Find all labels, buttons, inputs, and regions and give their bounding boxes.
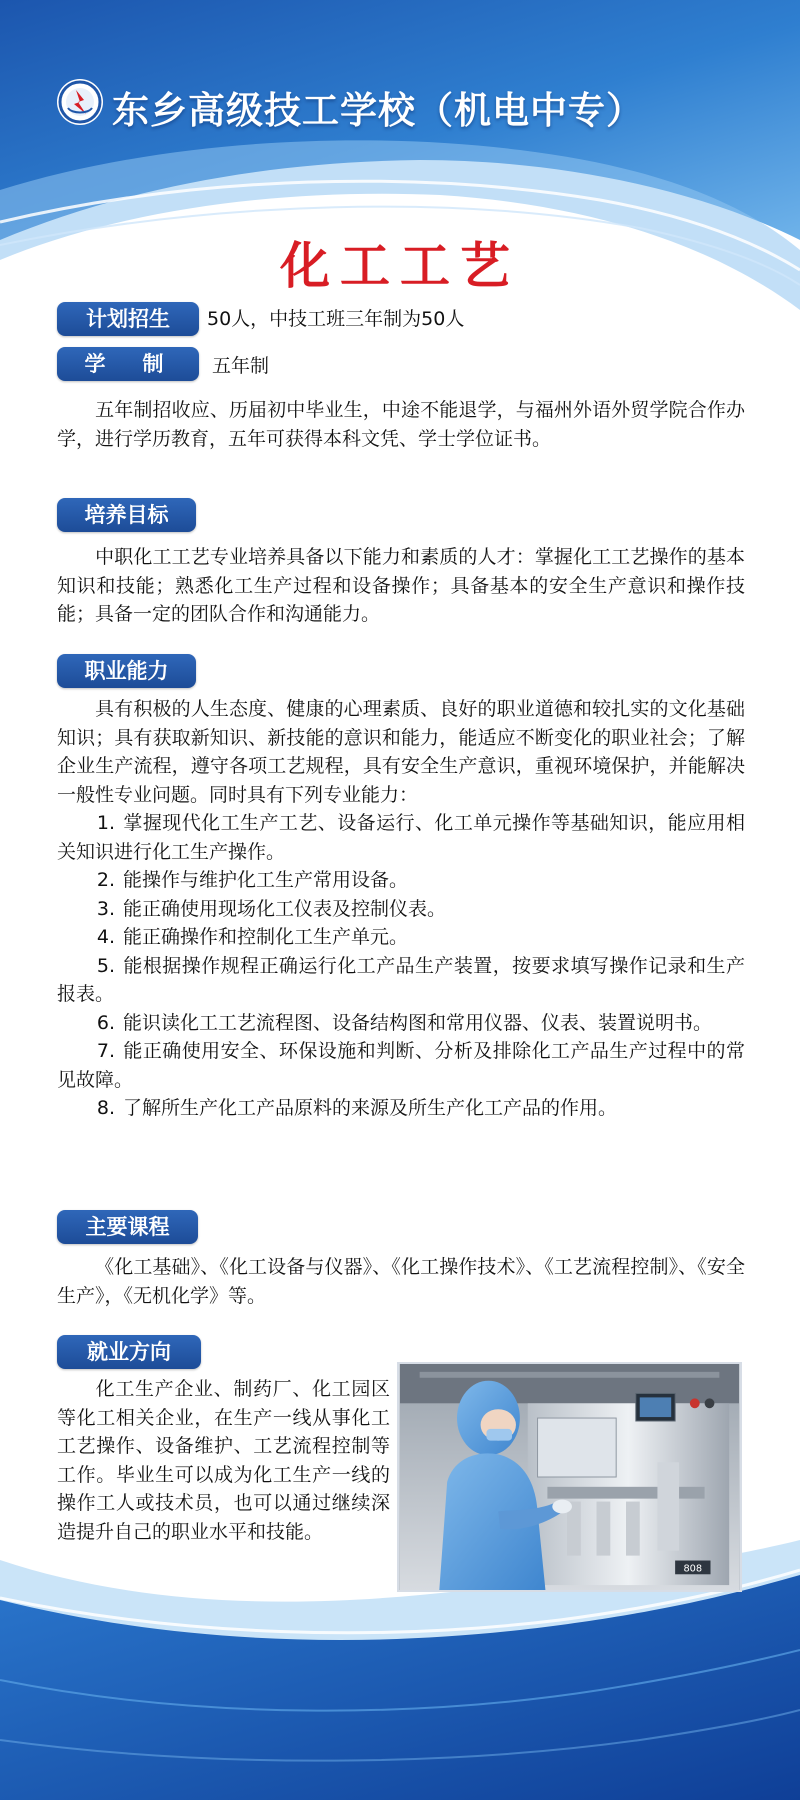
plan-value: 50人，中技工班三年制为50人 bbox=[207, 308, 465, 330]
list-item bbox=[57, 895, 745, 924]
list-item-number: 8. bbox=[96, 1097, 115, 1119]
school-name: 东乡高级技工学校（机电中专） bbox=[112, 89, 644, 132]
list-item-text: 了解所生产化工产品原料的来源及所生产化工产品的作用。 bbox=[123, 1097, 618, 1119]
machine-label: 808 bbox=[683, 1563, 703, 1575]
list-item-number: 4. bbox=[96, 926, 115, 948]
ability-intro bbox=[57, 695, 745, 809]
list-item-number: 7. bbox=[96, 1040, 115, 1062]
list-item bbox=[57, 952, 745, 1009]
list-item-number: 1. bbox=[96, 812, 115, 834]
list-item-text: 能操作与维护化工生产常用设备。 bbox=[123, 869, 409, 891]
page-title: 化工工艺 bbox=[280, 237, 520, 295]
list-item bbox=[57, 1009, 745, 1038]
list-item bbox=[57, 1094, 745, 1123]
list-item-number: 2. bbox=[96, 869, 115, 891]
employment-paragraph bbox=[57, 1375, 390, 1546]
duration-label: 学 制 bbox=[57, 347, 199, 381]
employment-label: 就业方向 bbox=[57, 1335, 201, 1369]
list-item-text: 能正确使用现场化工仪表及控制仪表。 bbox=[123, 897, 447, 920]
list-item bbox=[57, 1037, 745, 1094]
ability-section bbox=[57, 695, 745, 1123]
list-item-text: 能正确操作和控制化工生产单元。 bbox=[123, 926, 409, 948]
duration-value: 五年制 bbox=[212, 355, 270, 377]
list-item-number: 3. bbox=[96, 897, 115, 920]
list-item-number: 5. bbox=[96, 954, 115, 977]
goal-label: 培养目标 bbox=[57, 498, 196, 532]
courses-text: 《化工基础》、《化工设备与仪器》、《化工操作技术》、《工艺流程控制》、《安全生产》，《无机化学》等。 bbox=[57, 1256, 745, 1307]
list-item-text: 能识读化工工艺流程图、设备结构图和常用仪器、仪表、装置说明书。 bbox=[123, 1011, 713, 1034]
list-item-text: 掌握现代化工生产工艺、设备运行、化工单元操作等基础知识，能应用相关知识进行化工生产操作。 bbox=[57, 812, 745, 863]
ability-intro-text: 具有积极的人生态度、健康的心理素质、良好的职业道德和较扎实的文化基础知识；具有获取新知识、新技能的意识和能力，能适应不断变化的职业社会；了解企业生产流程，遵守各项工艺规程，具有安全生产意识，重视环境保护，并能解决一般性专业问题。同时具有下列专业能力： bbox=[57, 698, 745, 806]
list-item-number: 6. bbox=[96, 1011, 115, 1034]
courses-paragraph bbox=[57, 1253, 745, 1310]
employment-text: 化工生产企业、制药厂、化工园区等化工相关企业，在生产一线从事化工工艺操作、设备维护、工艺流程控制等工作。毕业生可以成为化工生产一线的操作工人或技术员，也可以通过继续深造提升自己的职业水平和技能。 bbox=[57, 1378, 390, 1543]
courses-label: 主要课程 bbox=[57, 1210, 198, 1244]
intro-paragraph bbox=[57, 396, 745, 453]
list-item bbox=[57, 923, 745, 952]
intro-text: 五年制招收应、历届初中毕业生，中途不能退学，与福州外语外贸学院合作办学，进行学历教育，五年可获得本科文凭、学士学位证书。 bbox=[57, 399, 745, 450]
factory-worker-photo-icon bbox=[397, 1362, 742, 1592]
list-item bbox=[57, 809, 745, 866]
list-item-text: 能根据操作规程正确运行化工产品生产装置，按要求填写操作记录和生产报表。 bbox=[57, 954, 745, 1005]
plan-label: 计划招生 bbox=[57, 302, 199, 336]
ability-label: 职业能力 bbox=[57, 654, 196, 688]
list-item bbox=[57, 866, 745, 895]
goal-paragraph bbox=[57, 543, 745, 629]
list-item-text: 能正确使用安全、环保设施和判断、分析及排除化工产品生产过程中的常见故障。 bbox=[57, 1040, 745, 1091]
school-emblem-icon bbox=[56, 78, 104, 126]
goal-text: 中职化工工艺专业培养具备以下能力和素质的人才：掌握化工工艺操作的基本知识和技能；熟悉化工生产过程和设备操作；具备基本的安全生产意识和操作技能；具备一定的团队合作和沟通能力。 bbox=[57, 546, 745, 625]
